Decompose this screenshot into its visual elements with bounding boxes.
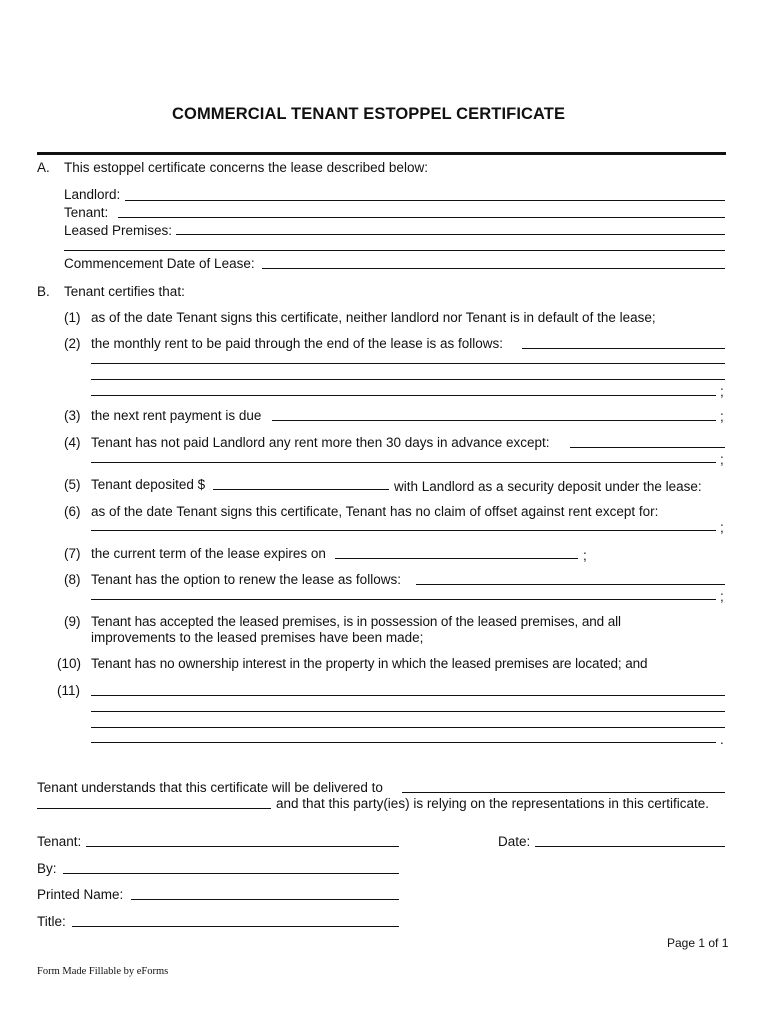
signature-date-label: Date: — [498, 834, 531, 849]
item-7-text: the current term of the lease expires on — [91, 546, 326, 561]
item-10-number: (10) — [57, 656, 82, 671]
offset-claim-field[interactable] — [91, 530, 716, 531]
landlord-field[interactable] — [125, 200, 725, 201]
item-8-text: Tenant has the option to renew the lease as follows: — [91, 572, 401, 587]
section-b-intro: Tenant certifies that: — [64, 284, 185, 299]
signature-by-field[interactable] — [63, 873, 399, 874]
section-a-intro: This estoppel certificate concerns the lease described below: — [64, 160, 428, 175]
item-8-number: (8) — [64, 572, 81, 587]
item-11-period: . — [720, 732, 724, 747]
item-11-field-line4[interactable] — [91, 742, 716, 743]
signature-tenant-label: Tenant: — [37, 834, 82, 849]
delivery-recipient-field[interactable] — [402, 792, 725, 793]
item-11-field-line2[interactable] — [91, 711, 725, 712]
signature-tenant-field[interactable] — [86, 846, 399, 847]
item-4-number: (4) — [64, 435, 81, 450]
item-7-semicolon: ; — [583, 548, 587, 563]
security-deposit-field[interactable] — [213, 489, 389, 490]
item-5-number: (5) — [64, 477, 81, 492]
title-field[interactable] — [72, 926, 399, 927]
item-2-number: (2) — [64, 336, 81, 351]
item-11-number: (11) — [57, 683, 81, 698]
next-rent-due-field[interactable] — [272, 420, 716, 421]
page-title: COMMERCIAL TENANT ESTOPPEL CERTIFICATE — [172, 105, 566, 123]
item-6-semicolon: ; — [720, 520, 724, 535]
item-4-text: Tenant has not paid Landlord any rent more then 30 days in advance except: — [91, 435, 550, 450]
monthly-rent-field-line2[interactable] — [91, 363, 725, 364]
item-5-text-before: Tenant deposited $ — [91, 477, 206, 492]
item-3-text: the next rent payment is due — [91, 408, 262, 423]
page-number: Page 1 of 1 — [667, 936, 729, 950]
item-4-semicolon: ; — [720, 452, 724, 467]
commencement-date-label: Commencement Date of Lease: — [64, 256, 255, 271]
item-2-semicolon: ; — [720, 384, 724, 399]
tenant-field[interactable] — [118, 217, 725, 218]
printed-name-field[interactable] — [131, 899, 399, 900]
item-1-text: as of the date Tenant signs this certificate, neither landlord nor Tenant is in default of the lease; — [91, 310, 656, 325]
item-3-number: (3) — [64, 408, 81, 423]
item-1-number: (1) — [64, 310, 81, 325]
item-3-semicolon: ; — [720, 409, 724, 424]
delivery-statement-line1: Tenant understands that this certificate will be delivered to — [37, 780, 383, 795]
landlord-label: Landlord: — [64, 187, 121, 202]
advance-rent-field-line2[interactable] — [91, 462, 716, 463]
leased-premises-field-line2[interactable] — [64, 250, 725, 251]
monthly-rent-field-line3[interactable] — [91, 379, 725, 380]
item-11-field-line3[interactable] — [91, 727, 725, 728]
printed-name-label: Printed Name: — [37, 887, 124, 902]
item-10-text: Tenant has no ownership interest in the property in which the leased premises are located; and — [91, 656, 648, 671]
item-9-text-line1: Tenant has accepted the leased premises, is in possession of the leased premises, and all — [91, 614, 621, 629]
advance-rent-field[interactable] — [570, 447, 725, 448]
item-6-number: (6) — [64, 504, 81, 519]
item-9-text-line2: improvements to the leased premises have been made; — [91, 630, 424, 645]
item-6-text: as of the date Tenant signs this certificate, Tenant has no claim of offset against rent except for: — [91, 504, 659, 519]
delivery-statement-line2: and that this party(ies) is relying on the representations in this certificate. — [276, 796, 709, 811]
monthly-rent-field-line4[interactable] — [91, 395, 716, 396]
lease-expiration-field[interactable] — [335, 558, 578, 559]
item-5-text-after: with Landlord as a security deposit under the lease: — [394, 479, 702, 494]
item-9-number: (9) — [64, 614, 81, 629]
tenant-label: Tenant: — [64, 205, 109, 220]
renewal-option-field-line2[interactable] — [91, 599, 716, 600]
title-divider — [37, 152, 726, 155]
leased-premises-label: Leased Premises: — [64, 223, 173, 238]
signature-date-field[interactable] — [535, 846, 725, 847]
item-11-field[interactable] — [91, 695, 725, 696]
commencement-date-field[interactable] — [262, 268, 725, 269]
item-7-number: (7) — [64, 546, 81, 561]
item-2-text: the monthly rent to be paid through the end of the lease is as follows: — [91, 336, 504, 351]
item-8-semicolon: ; — [720, 589, 724, 604]
title-label: Title: — [37, 914, 66, 929]
section-b-marker: B. — [37, 284, 50, 299]
leased-premises-field[interactable] — [176, 234, 725, 235]
section-a-marker: A. — [37, 160, 50, 175]
footer-made-by: Form Made Fillable by eForms — [37, 966, 169, 977]
renewal-option-field[interactable] — [416, 584, 725, 585]
delivery-recipient-field-line2[interactable] — [37, 808, 271, 809]
signature-by-label: By: — [37, 861, 57, 876]
monthly-rent-field[interactable] — [522, 348, 725, 349]
